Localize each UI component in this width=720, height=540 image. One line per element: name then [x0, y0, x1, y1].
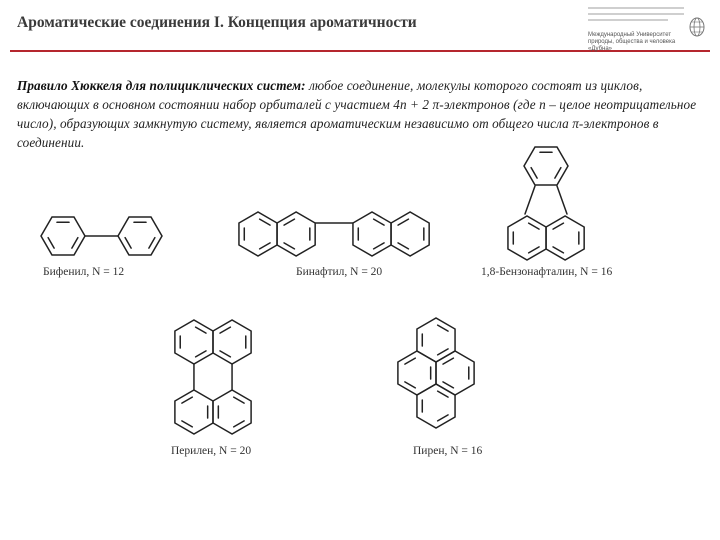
double-bond	[72, 238, 78, 248]
caption-biphenyl: Бифенил, N = 12	[43, 266, 125, 278]
fluoranthene-five-ring-bond	[557, 186, 567, 214]
double-bond	[398, 243, 408, 249]
double-bond	[374, 243, 384, 249]
caption-fluoranthene: 1,8-Бензонафталин, N = 16	[481, 266, 613, 278]
double-bond	[284, 219, 294, 225]
binaphthyl-ring-2	[277, 212, 315, 256]
double-bond	[196, 351, 206, 357]
fluoranthene-five-ring-bond	[525, 186, 535, 214]
pyrene-ring-right	[436, 351, 474, 395]
double-bond	[182, 397, 192, 403]
double-bond	[234, 421, 244, 427]
fluoranthene-ring-right	[546, 216, 584, 260]
double-bond	[374, 219, 384, 225]
double-bond	[182, 421, 192, 427]
rule-lead: Правило Хюккеля для полициклических систем:	[17, 78, 306, 93]
logo-line: природы, общества и человека	[588, 39, 676, 45]
rule-body: любое соединение, молекулы которого состоят из циклов, включающих в основном состоянии набор орбиталей с участием 4n + 2 π-электронов (где n – целое неотрицательное число), образующих замкнутую систему, является ароматическим независимо от общего числа π-электронов в соединении.	[17, 78, 697, 150]
binaphthyl-ring-4	[391, 212, 429, 256]
logo-line: Международный Университет	[588, 32, 672, 38]
perylene-ring-1	[175, 320, 213, 364]
biphenyl-ring-right	[118, 217, 162, 255]
double-bond	[405, 358, 415, 364]
double-bond	[438, 325, 448, 331]
double-bond	[196, 327, 206, 333]
double-bond	[529, 223, 539, 229]
double-bond	[125, 238, 131, 248]
double-bond	[529, 247, 539, 253]
double-bond	[48, 238, 54, 248]
perylene-ring-2	[213, 320, 251, 364]
logo-line: «Дубна»	[588, 46, 613, 52]
fluoranthene-ring-left	[508, 216, 546, 260]
pyrene-ring-bottom	[417, 384, 455, 428]
double-bond	[438, 349, 448, 355]
double-bond	[555, 168, 561, 178]
perylene-ring-3	[175, 390, 213, 434]
double-bond	[234, 397, 244, 403]
pyrene-ring-top	[417, 318, 455, 362]
double-bond	[220, 351, 230, 357]
double-bond	[398, 219, 408, 225]
biphenyl-ring-left	[41, 217, 85, 255]
double-bond	[284, 243, 294, 249]
double-bond	[260, 219, 270, 225]
double-bond	[553, 223, 563, 229]
double-bond	[553, 247, 563, 253]
double-bond	[260, 243, 270, 249]
double-bond	[443, 358, 453, 364]
double-bond	[149, 238, 155, 248]
double-bond	[220, 327, 230, 333]
caption-pyrene: Пирен, N = 16	[413, 445, 483, 457]
double-bond	[531, 168, 537, 178]
double-bond	[443, 382, 453, 388]
double-bond	[438, 391, 448, 397]
pyrene-ring-left	[398, 351, 436, 395]
caption-perylene: Перилен, N = 20	[171, 445, 252, 457]
perylene-ring-4	[213, 390, 251, 434]
fluoranthene-top-ring	[524, 147, 568, 185]
double-bond	[438, 415, 448, 421]
caption-binaphthyl: Бинафтил, N = 20	[296, 266, 383, 278]
double-bond	[405, 382, 415, 388]
binaphthyl-ring-1	[239, 212, 277, 256]
binaphthyl-ring-3	[353, 212, 391, 256]
page-title: Ароматические соединения I. Концепция ароматичности	[17, 14, 417, 31]
